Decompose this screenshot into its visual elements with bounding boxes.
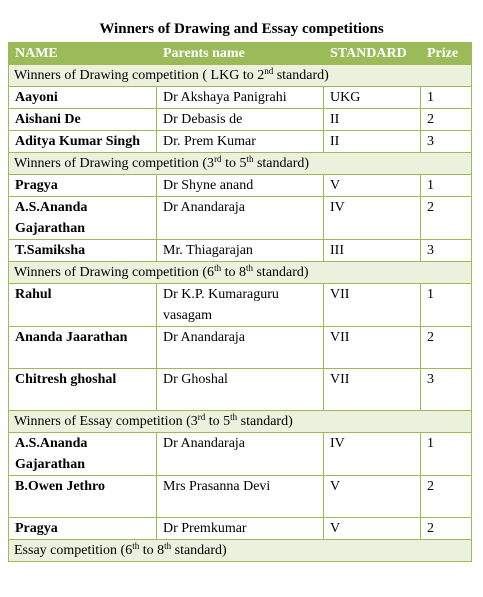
winner-name: A.S.Ananda Gajarathan: [9, 433, 157, 476]
standard: V: [324, 518, 421, 540]
parent-name: Dr Debasis de: [157, 109, 324, 131]
prize: 1: [421, 284, 472, 327]
section-label: Winners of Drawing competition (6th to 8th standard): [9, 262, 472, 284]
section-row: [9, 65, 472, 87]
table-row: [9, 518, 472, 540]
page-title: Winners of Drawing and Essay competitions: [99, 21, 384, 37]
table-row: [9, 284, 472, 327]
table-row: [9, 109, 472, 131]
standard: II: [324, 109, 421, 131]
prize: 3: [421, 240, 472, 262]
section-label: Essay competition (6th to 8th standard): [9, 540, 472, 562]
standard: II: [324, 131, 421, 153]
table-row: [9, 175, 472, 197]
winner-name: T.Samiksha: [9, 240, 157, 262]
parent-name: Dr Premkumar: [157, 518, 324, 540]
winner-name: A.S.Ananda Gajarathan: [9, 197, 157, 240]
prize: 1: [421, 87, 472, 109]
winner-name: Pragya: [9, 175, 157, 197]
standard: V: [324, 476, 421, 518]
table-row: [9, 433, 472, 476]
table-row: [9, 327, 472, 369]
standard: VII: [324, 327, 421, 369]
standard: UKG: [324, 87, 421, 109]
prize: 2: [421, 327, 472, 369]
parent-name: Dr Anandaraja: [157, 433, 324, 476]
header-standard: STANDARD: [324, 43, 421, 65]
winner-name: Aayoni: [9, 87, 157, 109]
prize: 2: [421, 518, 472, 540]
section-row: [9, 411, 472, 433]
table-row: [9, 476, 472, 518]
header-name: NAME: [9, 43, 157, 65]
winner-name: Ananda Jaarathan: [9, 327, 157, 369]
parent-name: Mrs Prasanna Devi: [157, 476, 324, 518]
winner-name: Rahul: [9, 284, 157, 327]
prize: 2: [421, 109, 472, 131]
winner-name: B.Owen Jethro: [9, 476, 157, 518]
winner-name: Pragya: [9, 518, 157, 540]
standard: V: [324, 175, 421, 197]
parent-name: Dr. Prem Kumar: [157, 131, 324, 153]
table-row: [9, 87, 472, 109]
table-row: [9, 131, 472, 153]
prize: 1: [421, 175, 472, 197]
parent-name: Dr K.P. Kumaraguru vasagam: [157, 284, 324, 327]
header-row: [9, 43, 472, 65]
prize: 3: [421, 369, 472, 411]
table-row: [9, 369, 472, 411]
table-row: [9, 197, 472, 240]
section-label: Winners of Essay competition (3rd to 5th standard): [9, 411, 472, 433]
prize: 3: [421, 131, 472, 153]
prize: 2: [421, 197, 472, 240]
prize: 1: [421, 433, 472, 476]
winner-name: Aishani De: [9, 109, 157, 131]
standard: IV: [324, 197, 421, 240]
prize: 2: [421, 476, 472, 518]
winners-table: [8, 42, 472, 562]
parent-name: Mr. Thiagarajan: [157, 240, 324, 262]
header-prize: Prize: [421, 43, 472, 65]
parent-name: Dr Anandaraja: [157, 197, 324, 240]
section-row: [9, 540, 472, 562]
header-parents-name: Parents name: [157, 43, 324, 65]
section-label: Winners of Drawing competition (3rd to 5th standard): [9, 153, 472, 175]
parent-name: Dr Shyne anand: [157, 175, 324, 197]
parent-name: Dr Anandaraja: [157, 327, 324, 369]
table-row: [9, 240, 472, 262]
winner-name: Chitresh ghoshal: [9, 369, 157, 411]
section-row: [9, 262, 472, 284]
winner-name: Aditya Kumar Singh: [9, 131, 157, 153]
standard: VII: [324, 284, 421, 327]
standard: IV: [324, 433, 421, 476]
standard: III: [324, 240, 421, 262]
parent-name: Dr Ghoshal: [157, 369, 324, 411]
section-label: Winners of Drawing competition ( LKG to 2nd standard): [9, 65, 472, 87]
standard: VII: [324, 369, 421, 411]
parent-name: Dr Akshaya Panigrahi: [157, 87, 324, 109]
section-row: [9, 153, 472, 175]
